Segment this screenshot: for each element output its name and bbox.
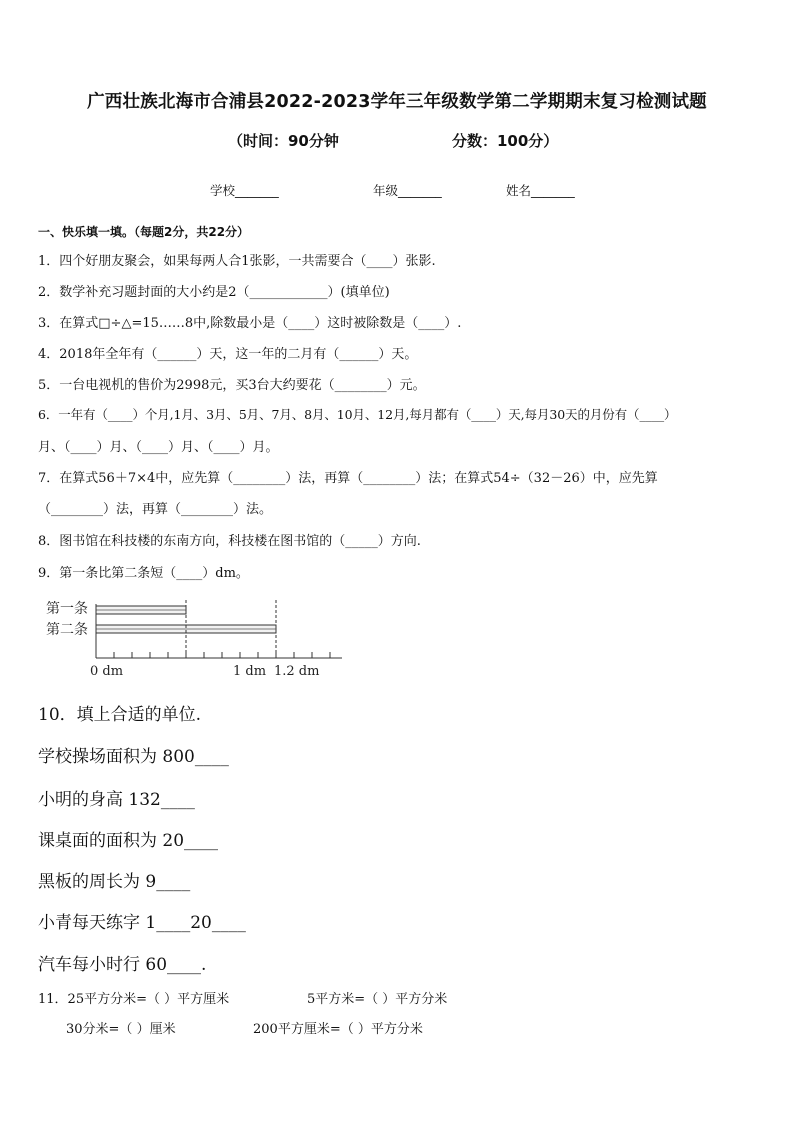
question-8: 8．图书馆在科技楼的东南方向，科技楼在图书馆的（_____）方向.: [38, 534, 421, 549]
tick-label-1: 1 dm: [233, 664, 267, 679]
ruler-ticks: [96, 652, 330, 658]
exam-time: （时间：90分钟: [228, 132, 339, 150]
question-9: 9．第一条比第二条短（____）dm。: [38, 566, 249, 581]
question-5: 5．一台电视机的售价为2998元，买3台大约要花（________）元。: [38, 378, 426, 393]
bar1-label: 第一条: [46, 601, 88, 617]
question-7-line-1: 7．在算式56＋7×4中，应先算（________）法，再算（________）法；在算式54÷（32－26）中，应先算: [38, 471, 658, 486]
q10-item-1: 学校操场面积为 800____: [38, 747, 229, 767]
question-7-line-2: （________）法，再算（________）法。: [38, 502, 273, 517]
question-2: 2．数学补充习题封面的大小约是2（____________）(填单位): [38, 285, 390, 300]
question-6-line-1: 6．一年有（____）个月,1月、3月、5月、7月、8月、10月、12月,每月都有（____）天,每月30天的月份有（____）: [38, 407, 677, 422]
question-4: 4．2018年全年有（______）天，这一年的二月有（______）天。: [38, 347, 418, 362]
section-heading: 一、快乐填一填。（每题2分，共22分）: [38, 225, 250, 239]
question-3: 3．在算式□÷△=15……8中,除数最小是（____）这时被除数是（____）.: [38, 316, 462, 331]
page-title: 广西壮族北海市合浦县2022-2023学年三年级数学第二学期期末复习检测试题: [87, 92, 707, 112]
question-11-part-2: 5平方米=（ ）平方分米: [307, 992, 448, 1007]
q10-item-6: 汽车每小时行 60____.: [38, 955, 207, 975]
question-10: 10．填上合适的单位.: [38, 705, 202, 725]
q10-item-2: 小明的身高 132____: [38, 790, 195, 810]
bar-length-figure: [38, 594, 358, 684]
question-6-line-2: 月、（____）月、（____）月、（____）月。: [38, 440, 279, 455]
exam-score: 分数：100分）: [452, 132, 559, 150]
question-11-part-3: 30分米=（ ）厘米: [66, 1022, 176, 1037]
tick-label-0: 0 dm: [90, 664, 124, 679]
q10-item-4: 黑板的周长为 9____: [38, 872, 191, 892]
tick-label-1-2: 1.2 dm: [274, 664, 320, 679]
question-1: 1．四个好朋友聚会，如果每两人合1张影，一共需要合（____）张影.: [38, 254, 436, 269]
question-11-part-1: 11．25平方分米=（ ）平方厘米: [38, 992, 230, 1007]
question-11-part-4: 200平方厘米=（ ）平方分米: [253, 1022, 423, 1037]
name-field[interactable]: 姓名_______: [506, 183, 575, 198]
school-field[interactable]: 学校_______: [210, 183, 279, 198]
q10-item-5: 小青每天练字 1____20____: [38, 913, 246, 933]
q10-item-3: 课桌面的面积为 20____: [38, 831, 219, 851]
bar2-label: 第二条: [46, 622, 88, 638]
grade-field[interactable]: 年级_______: [373, 183, 442, 198]
